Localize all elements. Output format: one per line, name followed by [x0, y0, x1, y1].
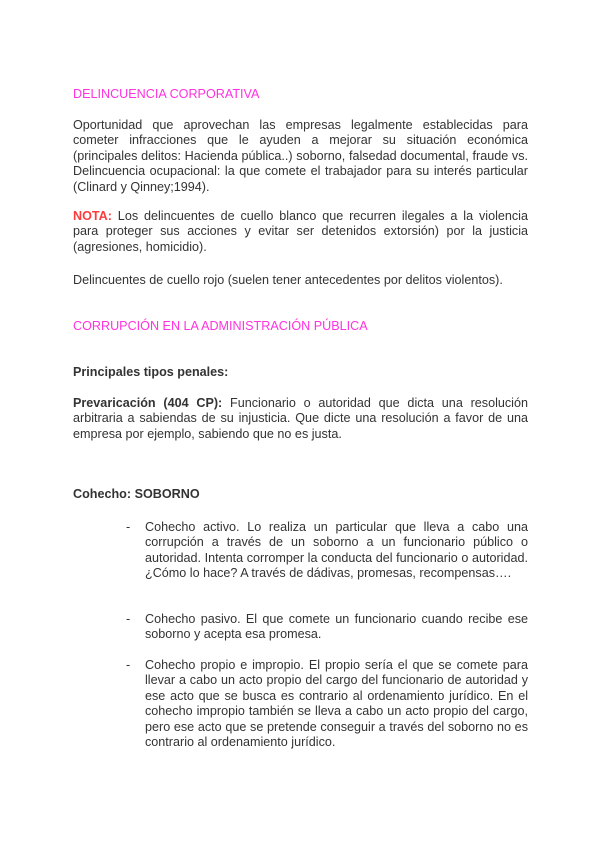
prevaricacion-text: Funcionario o autoridad que dicta una resolución arbitraria a sabiendas de su injusticia. Que dicte una resolución a favor de una empresa por ejemplo, sabiendo que no es justa. — [73, 396, 528, 441]
nota-label: NOTA: — [73, 209, 112, 223]
cohecho-label: Cohecho: SOBORNO — [73, 487, 200, 501]
list-item-text: Cohecho activo. Lo realiza un particular que lleva a cabo una corrupción a través de un soborno a un funcionario público o autoridad. Intenta corromper la conducta del funcionario o autoridad. ¿Cómo lo hace? A través de dádivas, promesas, recompensas…. — [145, 520, 528, 581]
bullet-dash: - — [126, 520, 131, 534]
list-item — [126, 658, 528, 750]
tipos-penales-label: Principales tipos penales: — [73, 365, 229, 379]
list-item-text: Cohecho pasivo. El que comete un funcionario cuando recibe ese soborno y acepta esa promesa. — [145, 612, 528, 642]
list-item — [126, 520, 528, 582]
nota-text: Los delincuentes de cuello blanco que recurren ilegales a la violencia para proteger sus acciones y evitar ser detenidos extorsión) por la justicia (agresiones, homicidio). — [73, 209, 528, 254]
paragraph-prevaricacion — [73, 396, 528, 442]
heading-corrupcion: CORRUPCIÓN EN LA ADMINISTRACIÓN PÚBLICA — [73, 319, 368, 333]
list-item — [126, 612, 528, 643]
paragraph-cuello-rojo: Delincuentes de cuello rojo (suelen tener antecedentes por delitos violentos). — [73, 273, 503, 287]
bullet-dash: - — [126, 658, 131, 672]
heading-delincuencia-corporativa: DELINCUENCIA CORPORATIVA — [73, 87, 260, 101]
list-item-text: Cohecho propio e impropio. El propio sería el que se comete para llevar a cabo un acto propio del cargo del funcionario de autoridad y ese acto que se busca es contrario al ordenamiento jurídico. En el cohecho impropio también se lleva a cabo un acto propio del cargo, pero ese acto que se pretende conseguir a través del soborno no es contrario al ordenamiento jurídico. — [145, 658, 528, 750]
prevaricacion-label: Prevaricación (404 CP): — [73, 396, 223, 410]
paragraph-nota — [73, 209, 528, 255]
bullet-dash: - — [126, 612, 131, 626]
paragraph-oportunidad: Oportunidad que aprovechan las empresas legalmente establecidas para cometer infracciones que le ayuden a mejorar su situación económica (principales delitos: Hacienda pública..) soborno, falsedad documental, fraude vs. Delincuencia ocupacional: la que comete el trabajador para su interés particular (Clinard y Qinney;1994). — [73, 118, 528, 194]
